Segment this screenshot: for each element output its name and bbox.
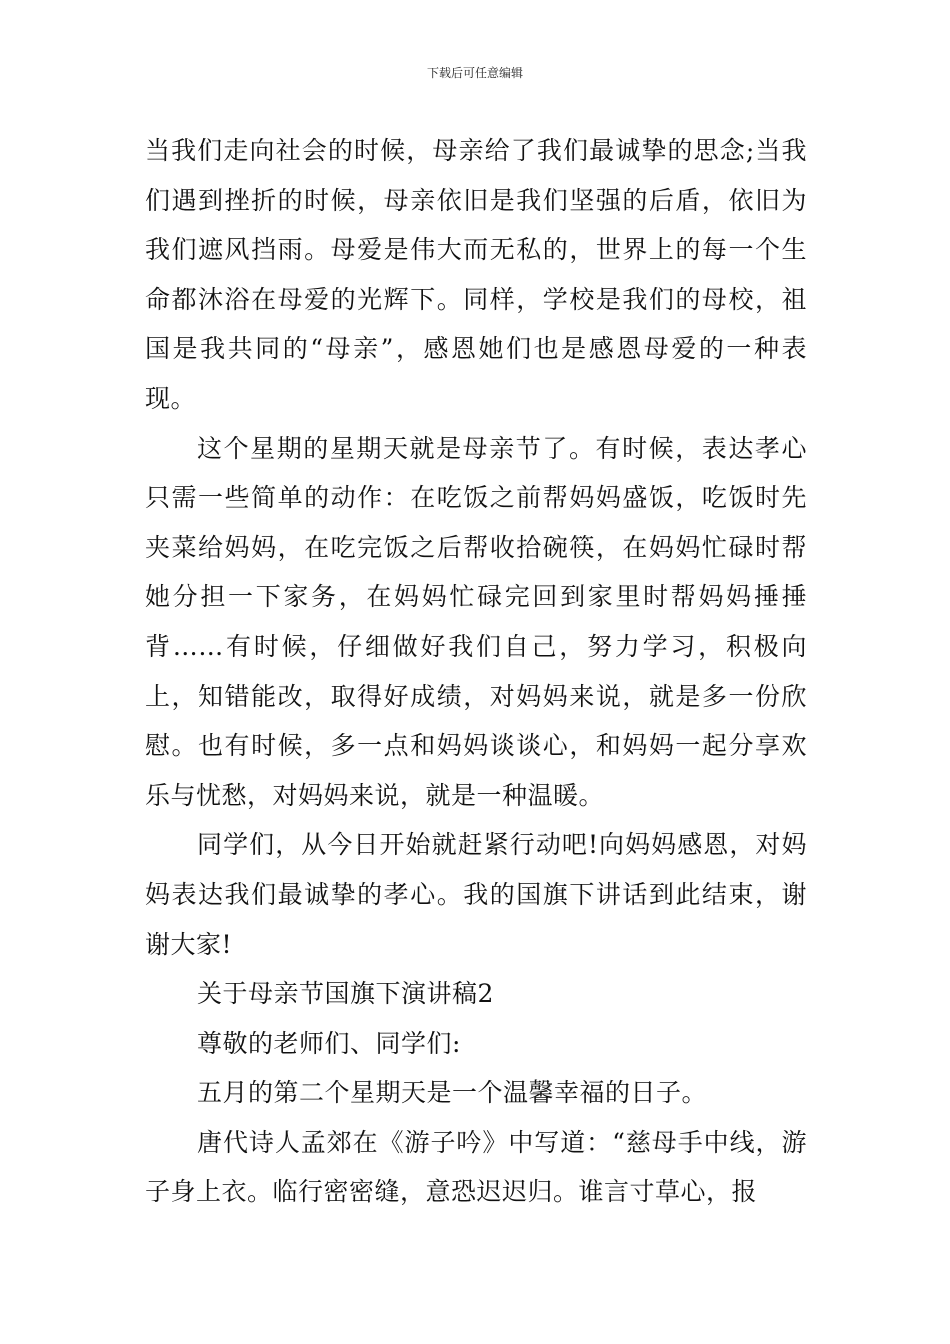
salutation: 尊敬的老师们、同学们: bbox=[197, 1028, 461, 1058]
paragraph-continuation: 当我们走向社会的时候，母亲给了我们最诚挚的思念;当我们遇到挫折的时候，母亲依旧是我们坚强的后盾，依旧为我们遮风挡雨。母爱是伟大而无私的，世界上的每一个生命都沐浴在母爱的光辉下。同样，学校是我们的母校，祖国是我共同的“母亲”，感恩她们也是感恩母爱的一种表现。 bbox=[145, 136, 807, 413]
page-header-note: 下载后可任意编辑 bbox=[426, 66, 523, 80]
paragraph-poem-quote: 唐代诗人孟郊在《游子吟》中写道：“慈母手中线，游子身上衣。临行密密缝，意恐迟迟归。谁言寸草心，报 bbox=[145, 1127, 807, 1207]
document-body bbox=[145, 126, 807, 1217]
paragraph-closing: 同学们，从今日开始就赶紧行动吧!向妈妈感恩，对妈妈表达我们最诚挚的孝心。我的国旗下讲话到此结束，谢谢大家! bbox=[145, 830, 807, 959]
section-title: 关于母亲节国旗下演讲稿2 bbox=[197, 979, 494, 1009]
paragraph-mothers-day: 这个星期的星期天就是母亲节了。有时候，表达孝心只需一些简单的动作：在吃饭之前帮妈妈盛饭，吃饭时先夹菜给妈妈，在吃完饭之后帮收拾碗筷，在妈妈忙碌时帮她分担一下家务，在妈妈忙碌完回到家里时帮妈妈捶捶背……有时候，仔细做好我们自己，努力学习，积极向上，知错能改，取得好成绩，对妈妈来说，就是多一份欣慰。也有时候，多一点和妈妈谈谈心，和妈妈一起分享欢乐与忧愁，对妈妈来说，就是一种温暖。 bbox=[145, 433, 807, 810]
paragraph-opening: 五月的第二个星期天是一个温馨幸福的日子。 bbox=[197, 1078, 708, 1108]
